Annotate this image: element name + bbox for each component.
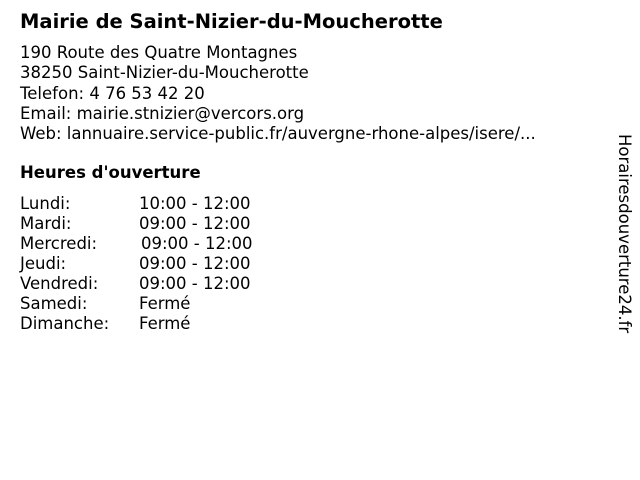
time-value: Fermé bbox=[139, 294, 191, 313]
web-line: Web: lannuaire.service-public.fr/auvergne-rhone-alpes/isere/... bbox=[20, 124, 536, 144]
day-label: Dimanche: bbox=[20, 314, 110, 333]
day-label: Lundi: bbox=[20, 194, 71, 213]
day-label: Mardi: bbox=[20, 214, 72, 233]
street-address: 190 Route des Quatre Montagnes bbox=[20, 43, 298, 62]
time-value: 09:00 - 12:00 bbox=[141, 234, 253, 253]
time-value: 10:00 - 12:00 bbox=[139, 194, 251, 213]
time-value: Fermé bbox=[139, 314, 191, 333]
day-label: Samedi: bbox=[20, 294, 88, 313]
address-block bbox=[20, 43, 536, 144]
hours-table bbox=[20, 194, 320, 334]
hours-row-friday bbox=[20, 274, 320, 294]
time-value: 09:00 - 12:00 bbox=[139, 274, 251, 293]
hours-row-sunday bbox=[20, 314, 320, 334]
hours-row-wednesday bbox=[20, 234, 320, 254]
hours-row-saturday bbox=[20, 294, 320, 314]
site-watermark: Horairesdouverture24.fr bbox=[615, 134, 634, 334]
hours-heading: Heures d'ouverture bbox=[20, 163, 201, 182]
hours-row-tuesday bbox=[20, 214, 320, 234]
day-label: Jeudi: bbox=[20, 254, 67, 273]
time-value: 09:00 - 12:00 bbox=[139, 254, 251, 273]
hours-row-monday bbox=[20, 194, 320, 214]
hours-row-thursday bbox=[20, 254, 320, 274]
page-title: Mairie de Saint-Nizier-du-Moucherotte bbox=[20, 10, 443, 33]
time-value: 09:00 - 12:00 bbox=[139, 214, 251, 233]
postal-city: 38250 Saint-Nizier-du-Moucherotte bbox=[20, 63, 309, 83]
day-label: Mercredi: bbox=[20, 234, 98, 253]
day-label: Vendredi: bbox=[20, 274, 99, 293]
email-line: Email: mairie.stnizier@vercors.org bbox=[20, 103, 305, 123]
phone-line: Telefon: 4 76 53 42 20 bbox=[20, 83, 205, 103]
